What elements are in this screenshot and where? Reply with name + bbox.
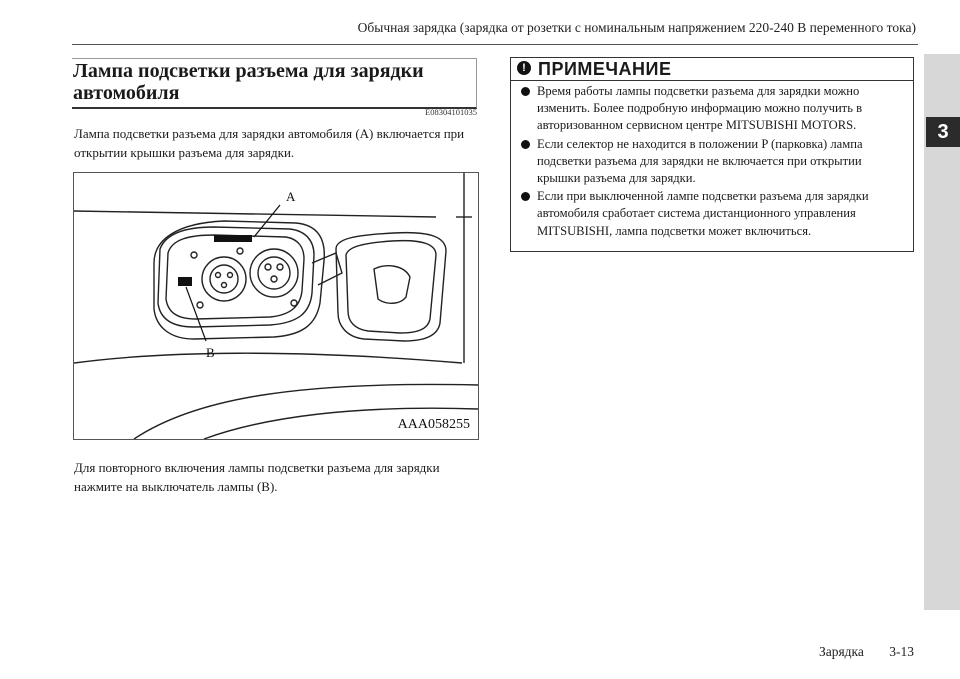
note-list — [521, 83, 907, 241]
list-item — [521, 136, 907, 188]
callout-label-a: A — [286, 189, 296, 204]
list-item — [521, 188, 907, 240]
callout-label-b: B — [206, 345, 215, 360]
bullet-icon — [521, 192, 530, 201]
page-number: 3-13 — [889, 644, 914, 659]
note-box — [510, 57, 914, 252]
note-title: ПРИМЕЧАНИЕ — [538, 59, 672, 79]
footer-section-name: Зарядка — [818, 644, 864, 659]
charge-port-illustration — [73, 172, 479, 440]
charge-port-drawing — [74, 173, 478, 439]
intro-paragraph: Лампа подсветки разъема для зарядки автомобиля (A) включается при открытии крышки разъема для зарядки. — [74, 126, 465, 160]
info-icon: ! — [517, 61, 531, 75]
chapter-marker: 3 — [926, 117, 960, 147]
note-item-text: Время работы лампы подсветки разъема для зарядки можно изменить. Более подробную информацию можно получить в авторизованном сервисном центре MITSUBISHI MOTORS. — [537, 84, 863, 133]
bullet-icon — [521, 140, 530, 149]
section-title: Лампа подсветки разъема для зарядки автомобиля — [73, 60, 424, 104]
note-header — [511, 58, 913, 81]
figure-code: AAA058255 — [397, 417, 470, 432]
page-footer — [819, 644, 914, 660]
note-item-text: Если при выключенной лампе подсветки разъема для зарядки автомобиля сработает система дистанционного управления MITSUBISHI, лампа подсветки может включиться. — [537, 189, 869, 238]
note-item-text: Если селектор не находится в положении P (парковка) лампа подсветки разъема для зарядки не включается при открытии крышки разъема для зарядки. — [537, 136, 863, 186]
section-code: E08304101035 — [425, 107, 477, 117]
header-rule — [72, 44, 918, 45]
after-figure-paragraph: Для повторного включения лампы подсветки разъема для зарядки нажмите на выключатель лампы (B). — [74, 460, 440, 494]
bullet-icon — [521, 87, 530, 96]
running-header: Обычная зарядка (зарядка от розетки с номинальным напряжением 220-240 В переменного тока) — [357, 20, 916, 35]
list-item — [521, 83, 907, 135]
